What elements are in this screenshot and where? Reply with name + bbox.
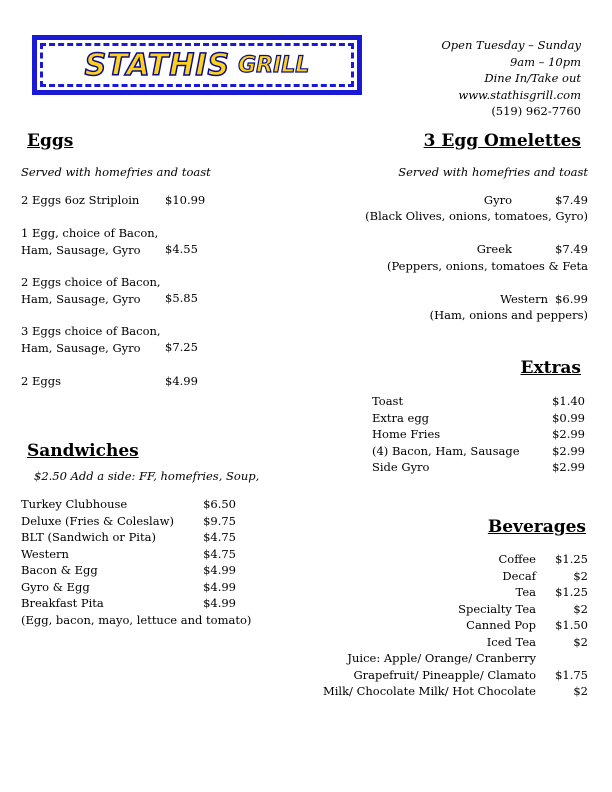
list-item: (4) Bacon, Ham, Sausage $2.99 [372, 443, 585, 458]
restaurant-info [441, 37, 581, 120]
omelette-price: $7.49 [555, 242, 588, 256]
sandwiches-heading: Sandwiches [27, 441, 139, 461]
brand-name: STATHIS [84, 47, 231, 83]
eggs-item: 3 Eggs choice of Bacon, Ham, Sausage, Gyro [21, 324, 161, 355]
omelettes-heading: 3 Egg Omelettes [423, 131, 581, 151]
eggs-item-price: $5.85 [165, 291, 198, 305]
list-item: Turkey Clubhouse $6.50 [21, 497, 236, 511]
list-item: Grapefruit/ Pineapple/ Clamato $1.75 [353, 667, 588, 682]
eggs-item-price: $4.99 [165, 374, 198, 388]
beverages-list [308, 551, 588, 700]
list-item: Canned Pop $1.50 [466, 618, 588, 632]
list-item: Specialty Tea $2 [458, 601, 588, 616]
eggs-item: 2 Eggs choice of Bacon, Ham, Sausage, Gyro [21, 275, 161, 306]
eggs-heading: Eggs [27, 131, 74, 151]
omelette-desc: (Ham, onions and peppers) [429, 308, 588, 322]
omelette-name: Gyro [483, 193, 512, 207]
omelette-name: Greek [476, 242, 512, 256]
omelette-desc: (Black Olives, onions, tomatoes, Gyro) [365, 209, 588, 223]
sandwiches-subtitle: $2.50 Add a side: FF, homefries, Soup, [34, 469, 260, 483]
list-item: Milk/ Chocolate Milk/ Hot Chocolate $2 [322, 684, 588, 698]
eggs-item: 2 Eggs [21, 374, 61, 388]
extras-heading: Extras [520, 358, 581, 378]
list-item: Juice: Apple/ Orange/ Cranberry [347, 651, 536, 665]
list-item: Extra egg $0.99 [372, 410, 585, 425]
extras-list [372, 393, 585, 476]
list-item: Decaf $2 [502, 568, 588, 583]
list-item: Tea $1.25 [515, 585, 588, 599]
hours-days: Open Tuesday – Sunday [441, 38, 581, 52]
service-type: Dine In/Take out [484, 71, 581, 85]
brand-logo [32, 35, 362, 95]
list-item: BLT (Sandwich or Pita) $4.75 [21, 530, 236, 544]
omelette-name: Western [500, 292, 548, 306]
omelettes-subtitle: Served with homefries and toast [398, 165, 588, 179]
list-item: Coffee $1.25 [498, 552, 588, 566]
beverages-heading: Beverages [487, 517, 586, 537]
list-item: Bacon & Egg $4.99 [21, 563, 236, 577]
sandwich-note: (Egg, bacon, mayo, lettuce and tomato) [21, 613, 252, 627]
list-item: Toast $1.40 [372, 394, 585, 408]
omelette-price: $7.49 [555, 193, 588, 207]
list-item: Western $4.75 [21, 546, 236, 561]
eggs-item: 2 Eggs 6oz Striploin [21, 193, 140, 207]
hours-time: 9am – 10pm [509, 54, 581, 69]
sandwiches-list [21, 496, 236, 612]
list-item: Side Gyro $2.99 [372, 460, 585, 474]
eggs-subtitle: Served with homefries and toast [21, 165, 211, 179]
eggs-item: 1 Egg, choice of Bacon, Ham, Sausage, Gyro [21, 226, 159, 257]
phone-number: (519) 962-7760 [491, 104, 581, 118]
eggs-item-price: $7.25 [165, 340, 198, 354]
omelette-desc: (Peppers, onions, tomatoes & Feta [386, 259, 588, 273]
list-item: Breakfast Pita $4.99 [21, 596, 236, 610]
list-item: Home Fries $2.99 [372, 427, 585, 441]
website-link[interactable]: www.stathisgrill.com [458, 87, 581, 102]
eggs-item-price: $4.55 [165, 242, 198, 256]
omelette-price: $6.99 [555, 292, 588, 306]
list-item: Gyro & Egg $4.99 [21, 579, 236, 594]
list-item: Deluxe (Fries & Coleslaw) $9.75 [21, 513, 236, 528]
eggs-item-price: $10.99 [165, 193, 206, 207]
brand-suffix: GRILL [238, 52, 310, 78]
list-item: Iced Tea $2 [486, 634, 588, 649]
